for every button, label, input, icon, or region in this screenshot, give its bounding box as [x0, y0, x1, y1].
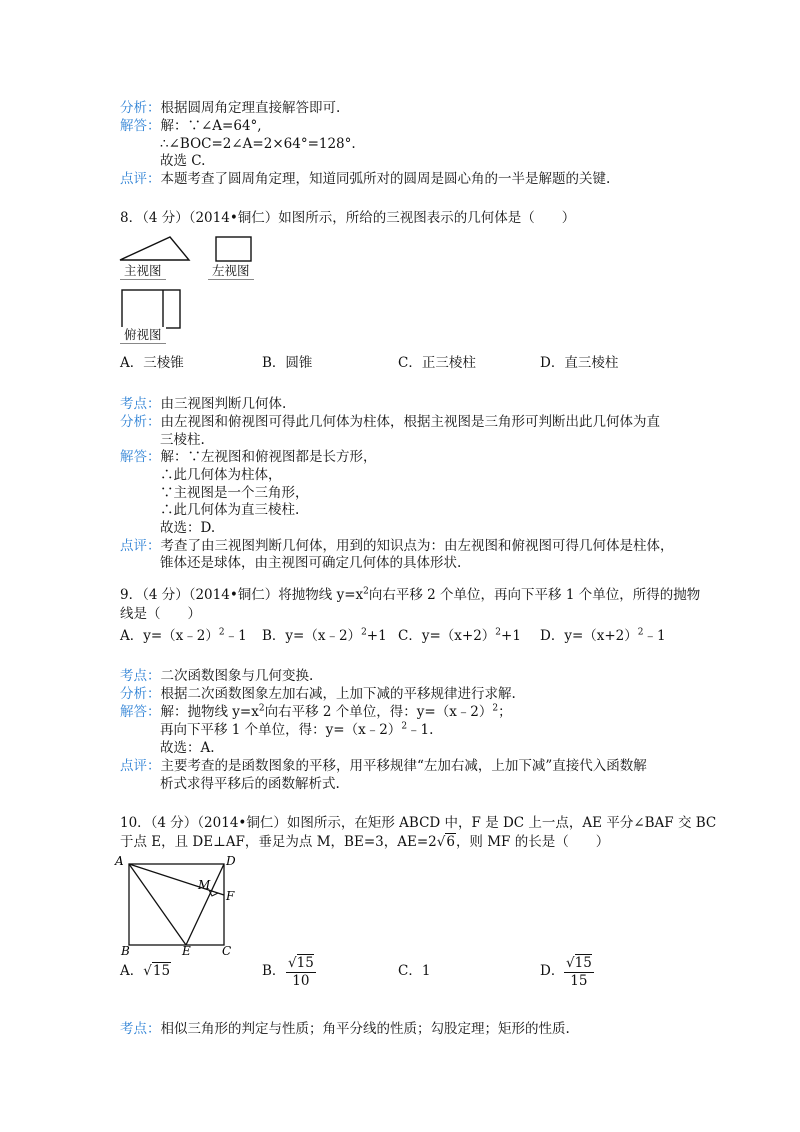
q10-stem-line2 [120, 833, 609, 851]
analysis-text: 根据二次函数图象左加右减，上加下减的平移规律进行求解. [160, 686, 516, 702]
stem-text: 9．（4 分）（2014•铜仁）将抛物线 y=x [120, 587, 364, 603]
answer-text: 再向下平移 1 个单位，得：y=（x﹣2） [160, 722, 402, 738]
label-f: F [226, 889, 235, 903]
comment-text: 本题考查了圆周角定理，知道同弧所对的圆周是圆心角的一半是解题的关键. [160, 171, 611, 187]
answer-line: ∴此几何体为直三棱柱. [160, 502, 300, 518]
analysis-label: 分析： [120, 686, 161, 702]
answer-text: ﹣1. [407, 722, 434, 738]
option-text: A．y=（x﹣2） [120, 628, 219, 644]
answer-line: 向右平移 2 个单位，得：y=（x﹣2） [264, 704, 493, 720]
segment-de [186, 864, 224, 945]
analysis-text: 由左视图和俯视图可得此几何体为柱体，根据主视图是三角形可判断出此几何体为直 [160, 414, 660, 430]
q10-stem: 10．（4 分）（2014•铜仁）如图所示，在矩形 ABCD 中，F 是 DC 上一点，AE 平分∠BAF 交 BC [120, 815, 717, 831]
answer-line: 解：∵左视图和俯视图都是长方形， [160, 449, 377, 465]
answer-line: 故选：D. [160, 520, 216, 536]
option-d: D．直三棱柱 [540, 355, 619, 371]
top-view-label: 俯视图 [120, 327, 166, 344]
radicand: 15 [574, 955, 592, 971]
q8-answer [120, 448, 377, 466]
option-a: A．三棱锥 [120, 355, 184, 371]
numerator: √15 [566, 955, 592, 971]
comment-text: 主要考查的是函数图象的平移，用平移规律“左加右减，上加下减”直接代入函数解 [160, 758, 647, 774]
q7-comment [120, 170, 610, 188]
option-label: A． [120, 963, 144, 979]
label-b: B [121, 944, 130, 958]
answer-line: 故选 C. [160, 153, 206, 169]
label-e: E [182, 944, 191, 958]
key-point-text: 二次函数图象与几何变换. [160, 668, 314, 684]
label-d: D [226, 854, 236, 868]
front-view-triangle [120, 237, 189, 260]
comment-text: 析式求得平移后的函数解析式. [160, 776, 340, 792]
exponent: 2 [218, 627, 225, 638]
answer-line: ∵主视图是一个三角形， [160, 485, 309, 501]
stem-text: 于点 E，且 DE⊥AF，垂足为点 M，BE=3，AE=2 [120, 834, 437, 850]
exponent: 2 [361, 627, 367, 638]
analysis-label: 分析： [120, 414, 161, 430]
exponent: 2 [363, 586, 369, 597]
radicand: 15 [296, 955, 314, 971]
comment-label: 点评： [120, 758, 161, 774]
denominator: 10 [292, 973, 310, 989]
rectangle-figure [112, 852, 247, 958]
option-d [540, 627, 666, 645]
comment-text: 锥体还是球体，由主视图可确定几何体的具体形状. [160, 555, 462, 571]
analysis-text: 根据圆周角定理直接解答即可. [160, 100, 341, 116]
option-text: +1 [501, 628, 521, 644]
q9-key-point [120, 667, 313, 685]
option-a [120, 962, 171, 980]
analysis-label: 分析： [120, 100, 161, 116]
answer-line: 解：∵∠A=64°, [160, 118, 262, 134]
option-d-fraction [564, 955, 594, 990]
q7-analysis [120, 99, 340, 117]
comment-label: 点评： [120, 538, 161, 554]
label-c: C [222, 944, 232, 958]
answer-label: 解答： [120, 118, 161, 134]
q9-answer [120, 703, 512, 721]
answer-line: ； [498, 704, 512, 720]
q9-stem [120, 586, 700, 604]
analysis-text: 三棱柱. [160, 432, 205, 448]
key-point-label: 考点： [120, 396, 161, 412]
exponent: 2 [637, 627, 644, 638]
three-view-figure [115, 232, 265, 342]
q10-key-point [120, 1020, 570, 1038]
label-m: M [198, 878, 211, 892]
option-b: B．圆锥 [262, 355, 313, 371]
q7-answer [120, 117, 262, 135]
exponent: 2 [495, 627, 502, 638]
sqrt-expression: √6 [436, 834, 455, 850]
exponent: 2 [258, 703, 265, 714]
answer-label: 解答： [120, 704, 161, 720]
stem-text: 向右平移 2 个单位，再向下平移 1 个单位，所得的抛物 [368, 587, 701, 603]
option-c: C．正三棱柱 [398, 355, 476, 371]
option-c: C．1 [398, 963, 431, 979]
answer-line [160, 721, 433, 739]
key-point-label: 考点： [120, 668, 161, 684]
key-point-text: 由三视图判断几何体. [160, 396, 287, 412]
option-text: ﹣1 [643, 628, 666, 644]
option-text: +1 [366, 628, 387, 644]
radicand: 15 [152, 963, 171, 979]
rectangle-abcd [129, 864, 224, 945]
option-text: B．y=（x﹣2） [262, 628, 362, 644]
numerator: √15 [288, 955, 314, 971]
answer-line: 故选：A. [160, 740, 215, 756]
option-text: D．y=（x+2） [540, 628, 638, 644]
q8-comment [120, 537, 674, 555]
key-point-text: 相似三角形的判定与性质；角平分线的性质；勾股定理；矩形的性质. [160, 1021, 570, 1037]
answer-label: 解答： [120, 449, 161, 465]
exponent: 2 [401, 721, 408, 732]
left-view-label: 左视图 [208, 263, 254, 280]
segment-ae [129, 864, 186, 945]
option-b [262, 627, 387, 645]
option-d-label: D． [540, 963, 565, 979]
stem-text: ，则 MF 的长是（ ） [455, 834, 610, 850]
left-view-rectangle [216, 237, 251, 261]
option-b-fraction [286, 955, 316, 990]
q8-key-point [120, 395, 286, 413]
q8-analysis [120, 413, 660, 431]
denominator: 15 [570, 973, 588, 989]
top-view-rectangle [122, 290, 180, 328]
option-a [120, 627, 247, 645]
front-view-label: 主视图 [120, 263, 166, 280]
q9-stem-line2: 线是（ ） [120, 606, 201, 622]
exponent: 2 [492, 703, 499, 714]
option-c [398, 627, 521, 645]
q9-comment [120, 757, 647, 775]
comment-label: 点评： [120, 171, 161, 187]
q8-stem: 8．（4 分）（2014•铜仁）如图所示，所给的三视图表示的几何体是（ ） [120, 210, 576, 226]
sqrt-expression: √15 [143, 963, 171, 979]
q9-analysis [120, 685, 516, 703]
answer-line: ∴此几何体为柱体， [160, 467, 282, 483]
option-b-label: B． [262, 963, 286, 979]
radicand: 6 [446, 834, 455, 850]
answer-line: ∴∠BOC=2∠A=2×64°=128°. [160, 136, 356, 152]
label-a: A [115, 854, 124, 868]
option-text: ﹣1 [224, 628, 247, 644]
option-text: C．y=（x+2） [398, 628, 496, 644]
key-point-label: 考点： [120, 1021, 161, 1037]
answer-line: 解：抛物线 y=x [160, 704, 259, 720]
comment-text: 考查了由三视图判断几何体，用到的知识点为：由左视图和俯视图可得几何体是柱体， [160, 538, 674, 554]
